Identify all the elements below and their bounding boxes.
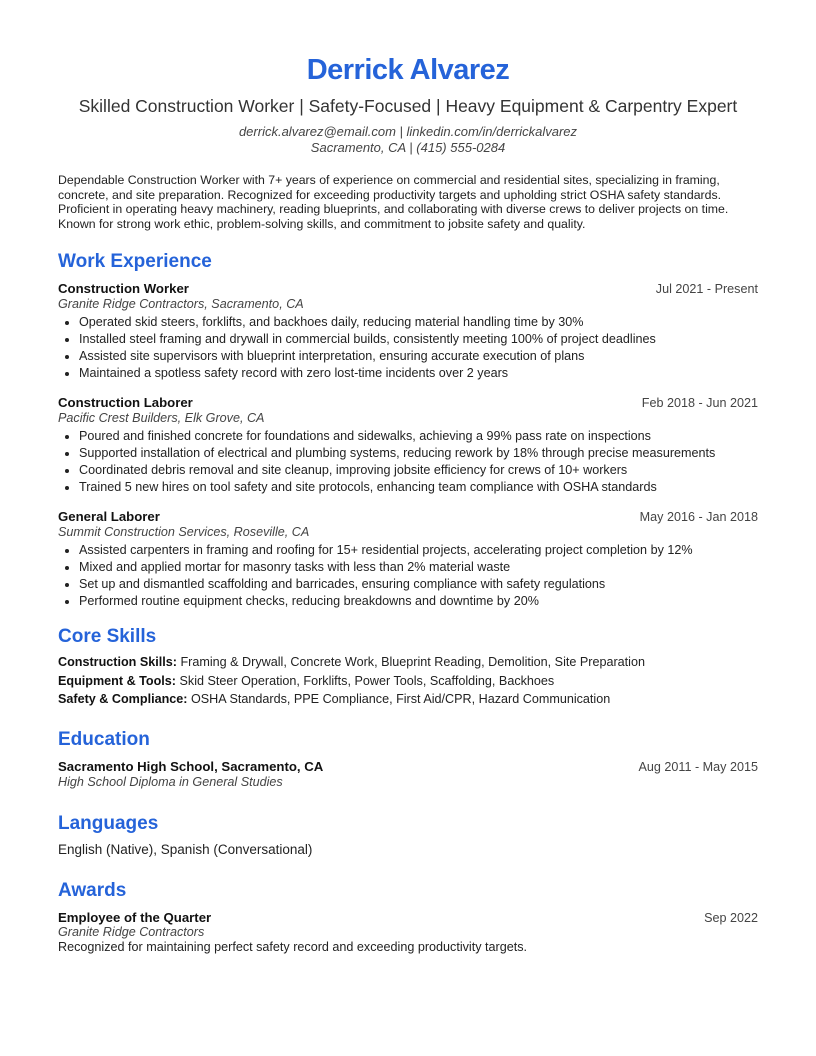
candidate-name: Derrick Alvarez [306, 54, 510, 86]
list-item: • Set up and dismantled scaffolding and barricades, ensuring compliance with safety regulations [79, 577, 758, 592]
skill-values: OSHA Standards, PPE Compliance, First Aid/CPR, Hazard Communication [190, 692, 611, 707]
section-title-education: Education [58, 728, 150, 750]
job-title: Construction Worker [58, 281, 189, 297]
skill-category: Equipment & Tools: [58, 673, 176, 688]
job-header [58, 509, 758, 524]
section-title-languages: Languages [58, 812, 159, 834]
job-bullets [58, 429, 758, 495]
job-company: Summit Construction Services, Roseville, CA [58, 525, 310, 540]
contact-line-email: derrick.alvarez@email.com | linkedin.com/in/derrickalvarez [238, 124, 578, 139]
job-entry [58, 509, 758, 609]
job-header [58, 395, 758, 410]
list-item: • Mixed and applied mortar for masonry tasks with less than 2% material waste [79, 560, 758, 575]
job-dates: May 2016 - Jan 2018 [639, 510, 758, 525]
list-item: • Operated skid steers, forklifts, and backhoes daily, reducing material handling time by 30% [79, 315, 758, 330]
award-org: Granite Ridge Contractors [58, 924, 205, 939]
school-name: Sacramento High School, Sacramento, CA [58, 758, 324, 774]
award-date: Sep 2022 [704, 910, 758, 925]
list-item: • Poured and finished concrete for foundations and sidewalks, achieving a 99% pass rate on inspections [79, 429, 758, 444]
languages-text: English (Native), Spanish (Conversational) [58, 841, 313, 857]
skill-values: Skid Steer Operation, Forklifts, Power Tools, Scaffolding, Backhoes [179, 673, 555, 688]
list-item: • Assisted site supervisors with blueprint interpretation, ensuring accurate execution of plans [79, 349, 758, 364]
contact-line-location: Sacramento, CA | (415) 555-0284 [310, 140, 506, 155]
award-description: Recognized for maintaining perfect safety record and exceeding productivity targets. [58, 939, 528, 954]
skill-values: Framing & Drywall, Concrete Work, Blueprint Reading, Demolition, Site Preparation [180, 655, 645, 670]
award-header [58, 910, 758, 925]
list-item: • Supported installation of electrical and plumbing systems, reducing rework by 18% through precise measurements [79, 446, 758, 461]
job-header [58, 281, 758, 296]
list-item: • Coordinated debris removal and site cleanup, improving jobsite efficiency for crews of 10+ workers [79, 463, 758, 478]
section-title-awards: Awards [58, 879, 127, 901]
job-title: General Laborer [58, 509, 160, 525]
skills-list [58, 653, 758, 709]
skill-category: Safety & Compliance: [58, 692, 188, 707]
list-item: • Maintained a spotless safety record with zero lost-time incidents over 2 years [79, 366, 758, 381]
skill-row [58, 690, 758, 709]
job-dates: Jul 2021 - Present [655, 282, 758, 297]
job-company: Pacific Crest Builders, Elk Grove, CA [58, 411, 265, 426]
section-title-skills: Core Skills [58, 626, 157, 648]
skill-category: Construction Skills: [58, 655, 177, 670]
headline: Skilled Construction Worker | Safety-Focused | Heavy Equipment & Carpentry Expert [78, 96, 738, 116]
job-bullets [58, 543, 758, 609]
job-entry [58, 281, 758, 381]
list-item: • Performed routine equipment checks, reducing breakdowns and downtime by 20% [79, 594, 758, 609]
award-name: Employee of the Quarter [58, 909, 212, 925]
education-dates: Aug 2011 - May 2015 [638, 759, 758, 774]
job-dates: Feb 2018 - Jun 2021 [641, 396, 758, 411]
professional-summary: Dependable Construction Worker with 7+ years of experience on commercial and residential sites, specializing in framing, concrete, and site preparation. Recognized for exceeding productivity targets and upholding strict OSHA safety standards. Proficient in operating heavy machinery, reading blueprints, and collaborating with diverse crews to deliver projects on time. Known for strong work ethic, problem-solving skills, and commitment to jobsite safety and quality. [58, 173, 729, 231]
job-entry [58, 395, 758, 495]
list-item: • Assisted carpenters in framing and roofing for 15+ residential projects, accelerating project completion by 12% [79, 543, 758, 558]
list-item: • Trained 5 new hires on tool safety and site protocols, enhancing team compliance with OSHA standards [79, 480, 758, 495]
section-title-experience: Work Experience [58, 251, 212, 273]
award-entry [58, 910, 758, 955]
job-title: Construction Laborer [58, 395, 193, 411]
job-company: Granite Ridge Contractors, Sacramento, CA [58, 297, 304, 312]
degree: High School Diploma in General Studies [58, 774, 283, 789]
skill-row [58, 672, 758, 691]
education-entry [58, 759, 758, 791]
list-item: • Installed steel framing and drywall in commercial builds, consistently meeting 100% of project deadlines [79, 332, 758, 347]
education-header [58, 759, 758, 774]
skill-row [58, 653, 758, 672]
job-bullets [58, 315, 758, 381]
